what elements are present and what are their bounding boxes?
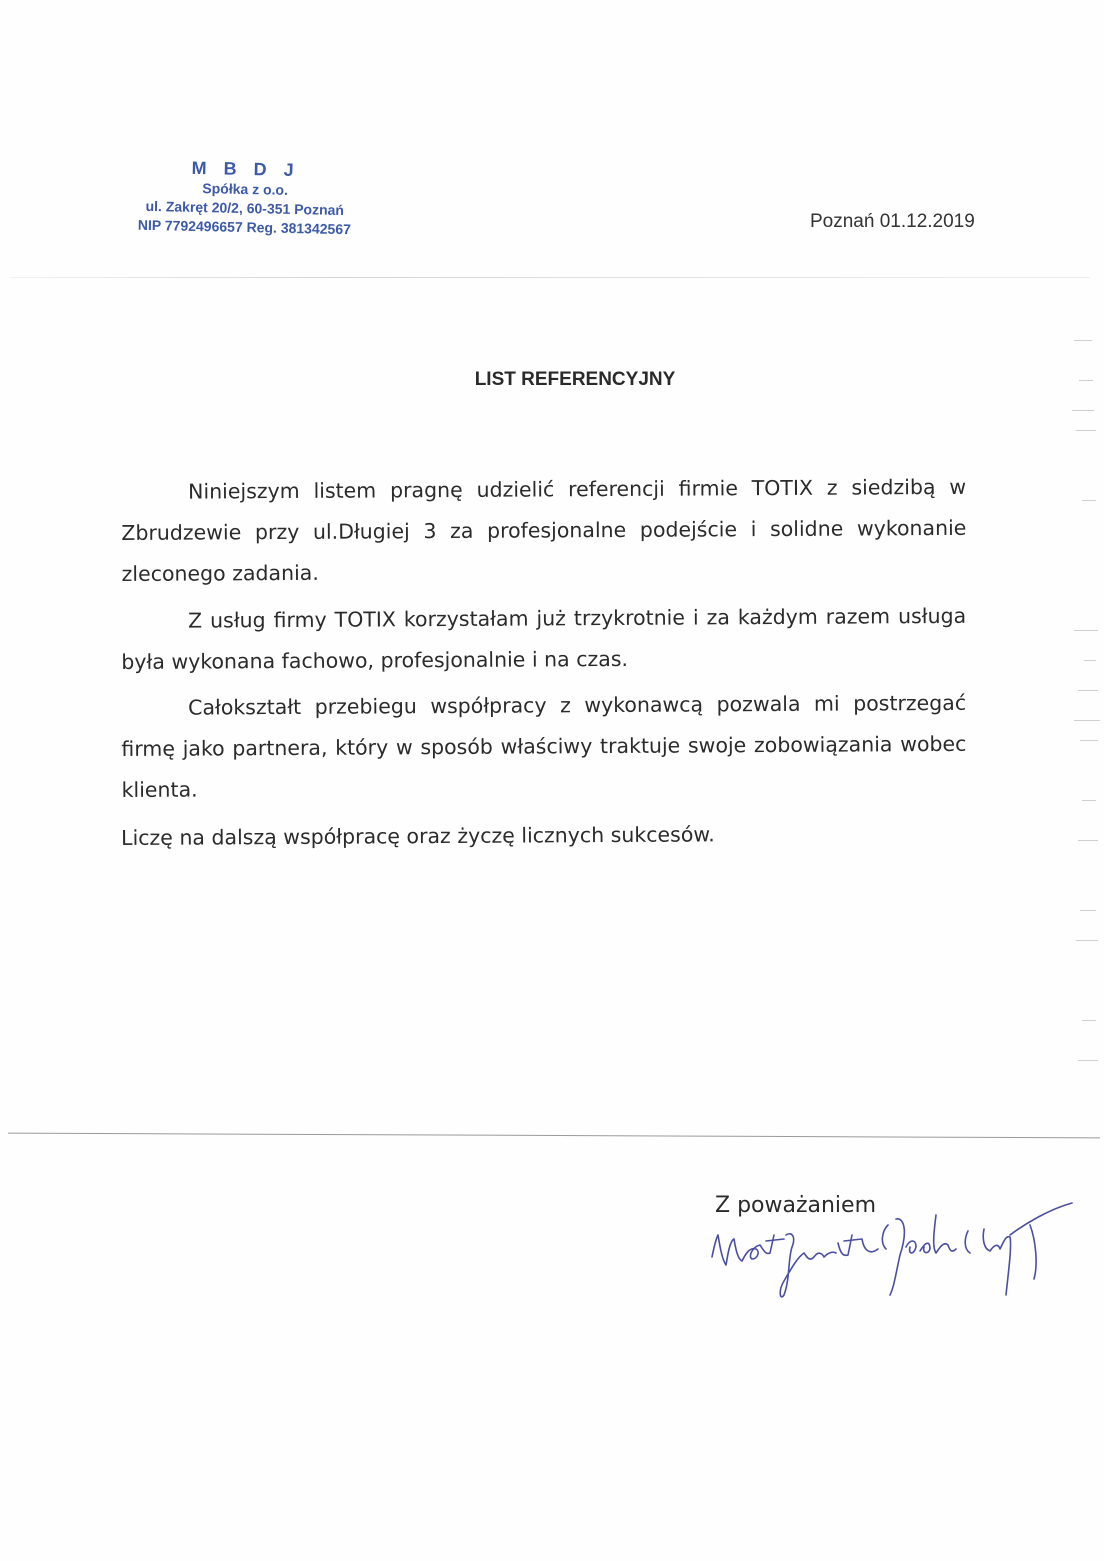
closing-text: Z poważaniem <box>715 1193 877 1218</box>
paragraph-text: Z usług firmy TOTIX korzystałam już trzykrotnie i za każdym razem usługa była wykonana fachowo, profesjonalnie i na czas. <box>121 603 967 674</box>
paragraph-text: Całokształt przebiegu współpracy z wykonawcą pozwala mi postrzegać firmę jako partnera, który w sposób właściwy traktuje swoje zobowiązania wobec klienta. <box>121 690 967 802</box>
place-date: Poznań 01.12.2019 <box>810 211 975 232</box>
company-address: ul. Zakręt 20/2, 60-351 Poznań <box>145 197 345 219</box>
paragraph-2 <box>121 596 966 683</box>
paragraph-3 <box>121 683 967 811</box>
paragraph-text: Liczę na dalszą współpracę oraz życzę licznych sukcesów. <box>121 822 715 850</box>
letter-title: LIST REFERENCYJNY <box>474 369 676 390</box>
handwritten-signature <box>700 1195 1090 1310</box>
footer-divider <box>8 1133 1100 1139</box>
company-stamp <box>99 155 391 240</box>
company-ids: NIP 7792496657 Reg. 381342567 <box>137 216 352 238</box>
scan-artifacts <box>1034 300 1104 1100</box>
header-divider <box>10 277 1090 278</box>
paragraph-1 <box>121 467 967 595</box>
company-type: Spółka z o.o. <box>202 180 289 198</box>
company-name: M B D J <box>191 157 300 181</box>
paragraph-4 <box>121 813 966 859</box>
paragraph-text: Niniejszym listem pragnę udzielić referencji firmie TOTIX z siedzibą w Zbrudzewie przy ul.Długiej 3 za profesjonalne podejście i solidne wykonanie zleconego zadania. <box>121 474 967 586</box>
